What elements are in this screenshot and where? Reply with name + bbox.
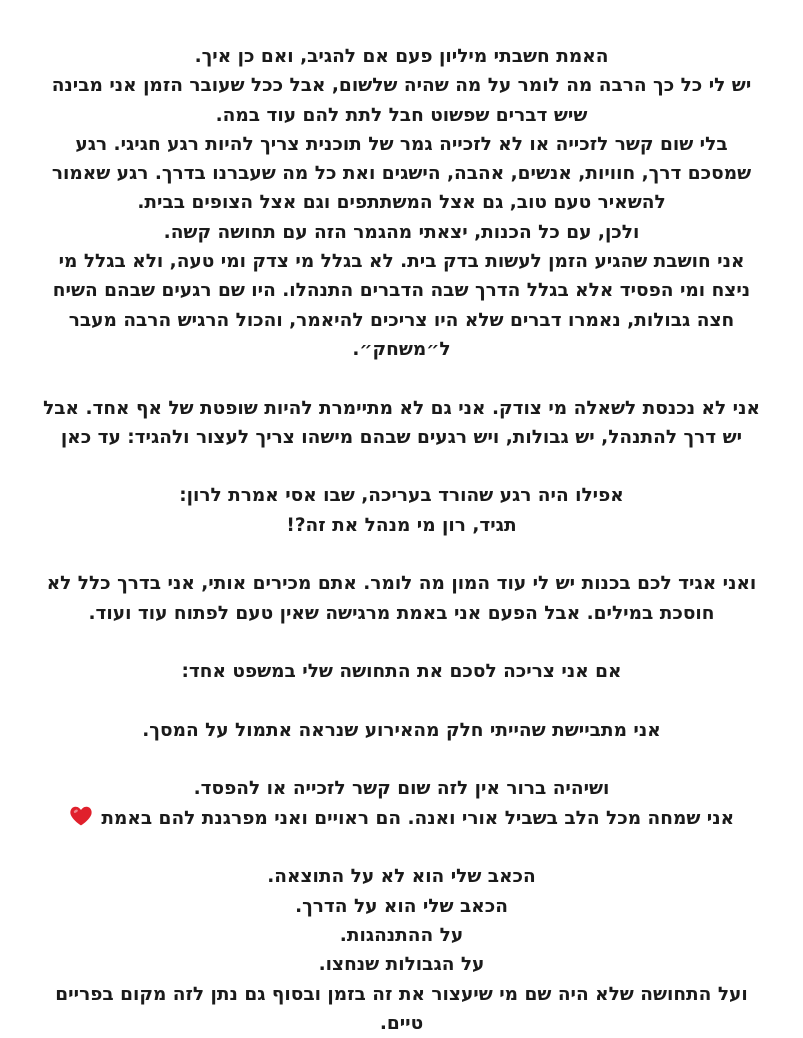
text-line-content: ניצח ומי הפסיד אלא בגלל הדרך שבה הדברים התנהלו. היו שם רגעים שבהם השיח [52, 280, 751, 302]
text-line-content: אני לא נכנסת לשאלה מי צודק. אני גם לא מתיימרת להיות שופטת של אף אחד. אבל [43, 397, 760, 419]
text-line-content: יש דרך להתנהל, יש גבולות, ויש רגעים שבהם מישהו צריך לעצור ולהגיד: עד כאן [60, 426, 743, 448]
text-line-content: ולכן, עם כל הכנות, יצאתי מהגמר הזה עם תחושה קשה. [163, 221, 640, 243]
text-line-content: אני חושבת שהגיע הזמן לעשות בדק בית. לא בגלל מי צדק ומי טעה, ולא בגלל מי [58, 251, 745, 273]
text-line [10, 921, 793, 950]
text-line [10, 716, 793, 745]
text-line [10, 804, 793, 833]
text-line-content: חוסכת במילים. אבל הפעם אני באמת מרגישה שאין טעם לפתוח עוד ועוד. [88, 602, 715, 624]
text-line [10, 188, 793, 217]
text-line [10, 481, 793, 510]
text-line [10, 335, 793, 364]
blank-line [10, 833, 793, 862]
text-line-content: הכאב שלי הוא על הדרך. [295, 895, 508, 917]
blank-line [10, 745, 793, 774]
text-line [10, 101, 793, 130]
blank-line [10, 628, 793, 657]
text-line-content: תגיד, רון מי מנהל את זה?! [286, 514, 517, 536]
blank-line [10, 364, 793, 393]
text-line-content: הכאב שלי הוא לא על התוצאה. [267, 866, 536, 888]
text-line [10, 980, 793, 1009]
text-line [10, 862, 793, 891]
text-line [10, 71, 793, 100]
text-line [10, 511, 793, 540]
text-line-content: חצה גבולות, נאמרו דברים שלא היו צריכים להיאמר, והכול הרגיש הרבה מעבר [68, 309, 735, 331]
text-line [10, 657, 793, 686]
text-line-content: האמת חשבתי מיליון פעם אם להגיב, ואם כן איך. [194, 46, 609, 67]
text-line [10, 130, 793, 159]
text-line-content: ל״משחק״. [352, 338, 451, 360]
text-line [10, 247, 793, 276]
blank-line [10, 687, 793, 716]
text-line-content: בלי שום קשר לזכייה או לא לזכייה גמר של תוכנית צריך להיות רגע חגיגי. רגע [75, 133, 728, 155]
text-line [10, 423, 793, 452]
text-line [10, 599, 793, 628]
text-line-content: על ההתנהגות. [339, 924, 464, 946]
text-line-content: ושיהיה ברור אין לזה שום קשר לזכייה או להפסד. [193, 778, 610, 800]
text-line-content: על הגבולות שנחצו. [318, 954, 485, 976]
blank-line [10, 540, 793, 569]
text-line [10, 276, 793, 305]
text-line-content: אני מתביישת שהייתי חלק מהאירוע שנראה אתמול על המסך. [142, 719, 661, 741]
text-line [10, 950, 793, 979]
text-line [10, 774, 793, 803]
text-line [10, 42, 793, 71]
text-line [10, 159, 793, 188]
text-line-content: שמסכם דרך, חוויות, אנשים, אהבה, הישגים ואת כל מה שעברנו בדרך. רגע שאמור [51, 163, 752, 185]
text-line-content: אפילו היה רגע שהורד בעריכה, שבו אסי אמרת לרון: [179, 485, 624, 507]
blank-line [10, 452, 793, 481]
text-line [10, 394, 793, 423]
text-line-content: טיים. [379, 1012, 424, 1034]
text-line [10, 218, 793, 247]
text-line-content: ועל התחושה שלא היה שם מי שיעצור את זה בזמן ובסוף גם נתן לזה מקום בפריים [55, 983, 748, 1005]
red-heart-icon [69, 804, 93, 828]
text-line-content: אני שמחה מכל הלב בשביל אורי ואנה. הם ראויים ואני מפרגנת להם באמת [101, 807, 735, 829]
text-line-content: ואני אגיד לכם בכנות יש לי עוד המון מה לומר. אתם מכירים אותי, אני בדרך כלל לא [46, 573, 757, 595]
text-line-content: יש לי כל כך הרבה מה לומר על מה שהיה שלשום, אבל ככל שעובר הזמן אני מבינה [51, 75, 752, 97]
text-line-content: אם אני צריכה לסכם את התחושה שלי במשפט אחד: [181, 661, 622, 683]
text-line [10, 569, 793, 598]
text-line [10, 892, 793, 921]
text-line-content: שיש דברים שפשוט חבל לתת להם עוד במה. [215, 104, 588, 126]
text-line-content: להשאיר טעם טוב, גם אצל המשתתפים וגם אצל הצופים בבית. [137, 192, 666, 214]
text-line [10, 306, 793, 335]
post-text [10, 42, 793, 1038]
text-line [10, 1009, 793, 1038]
